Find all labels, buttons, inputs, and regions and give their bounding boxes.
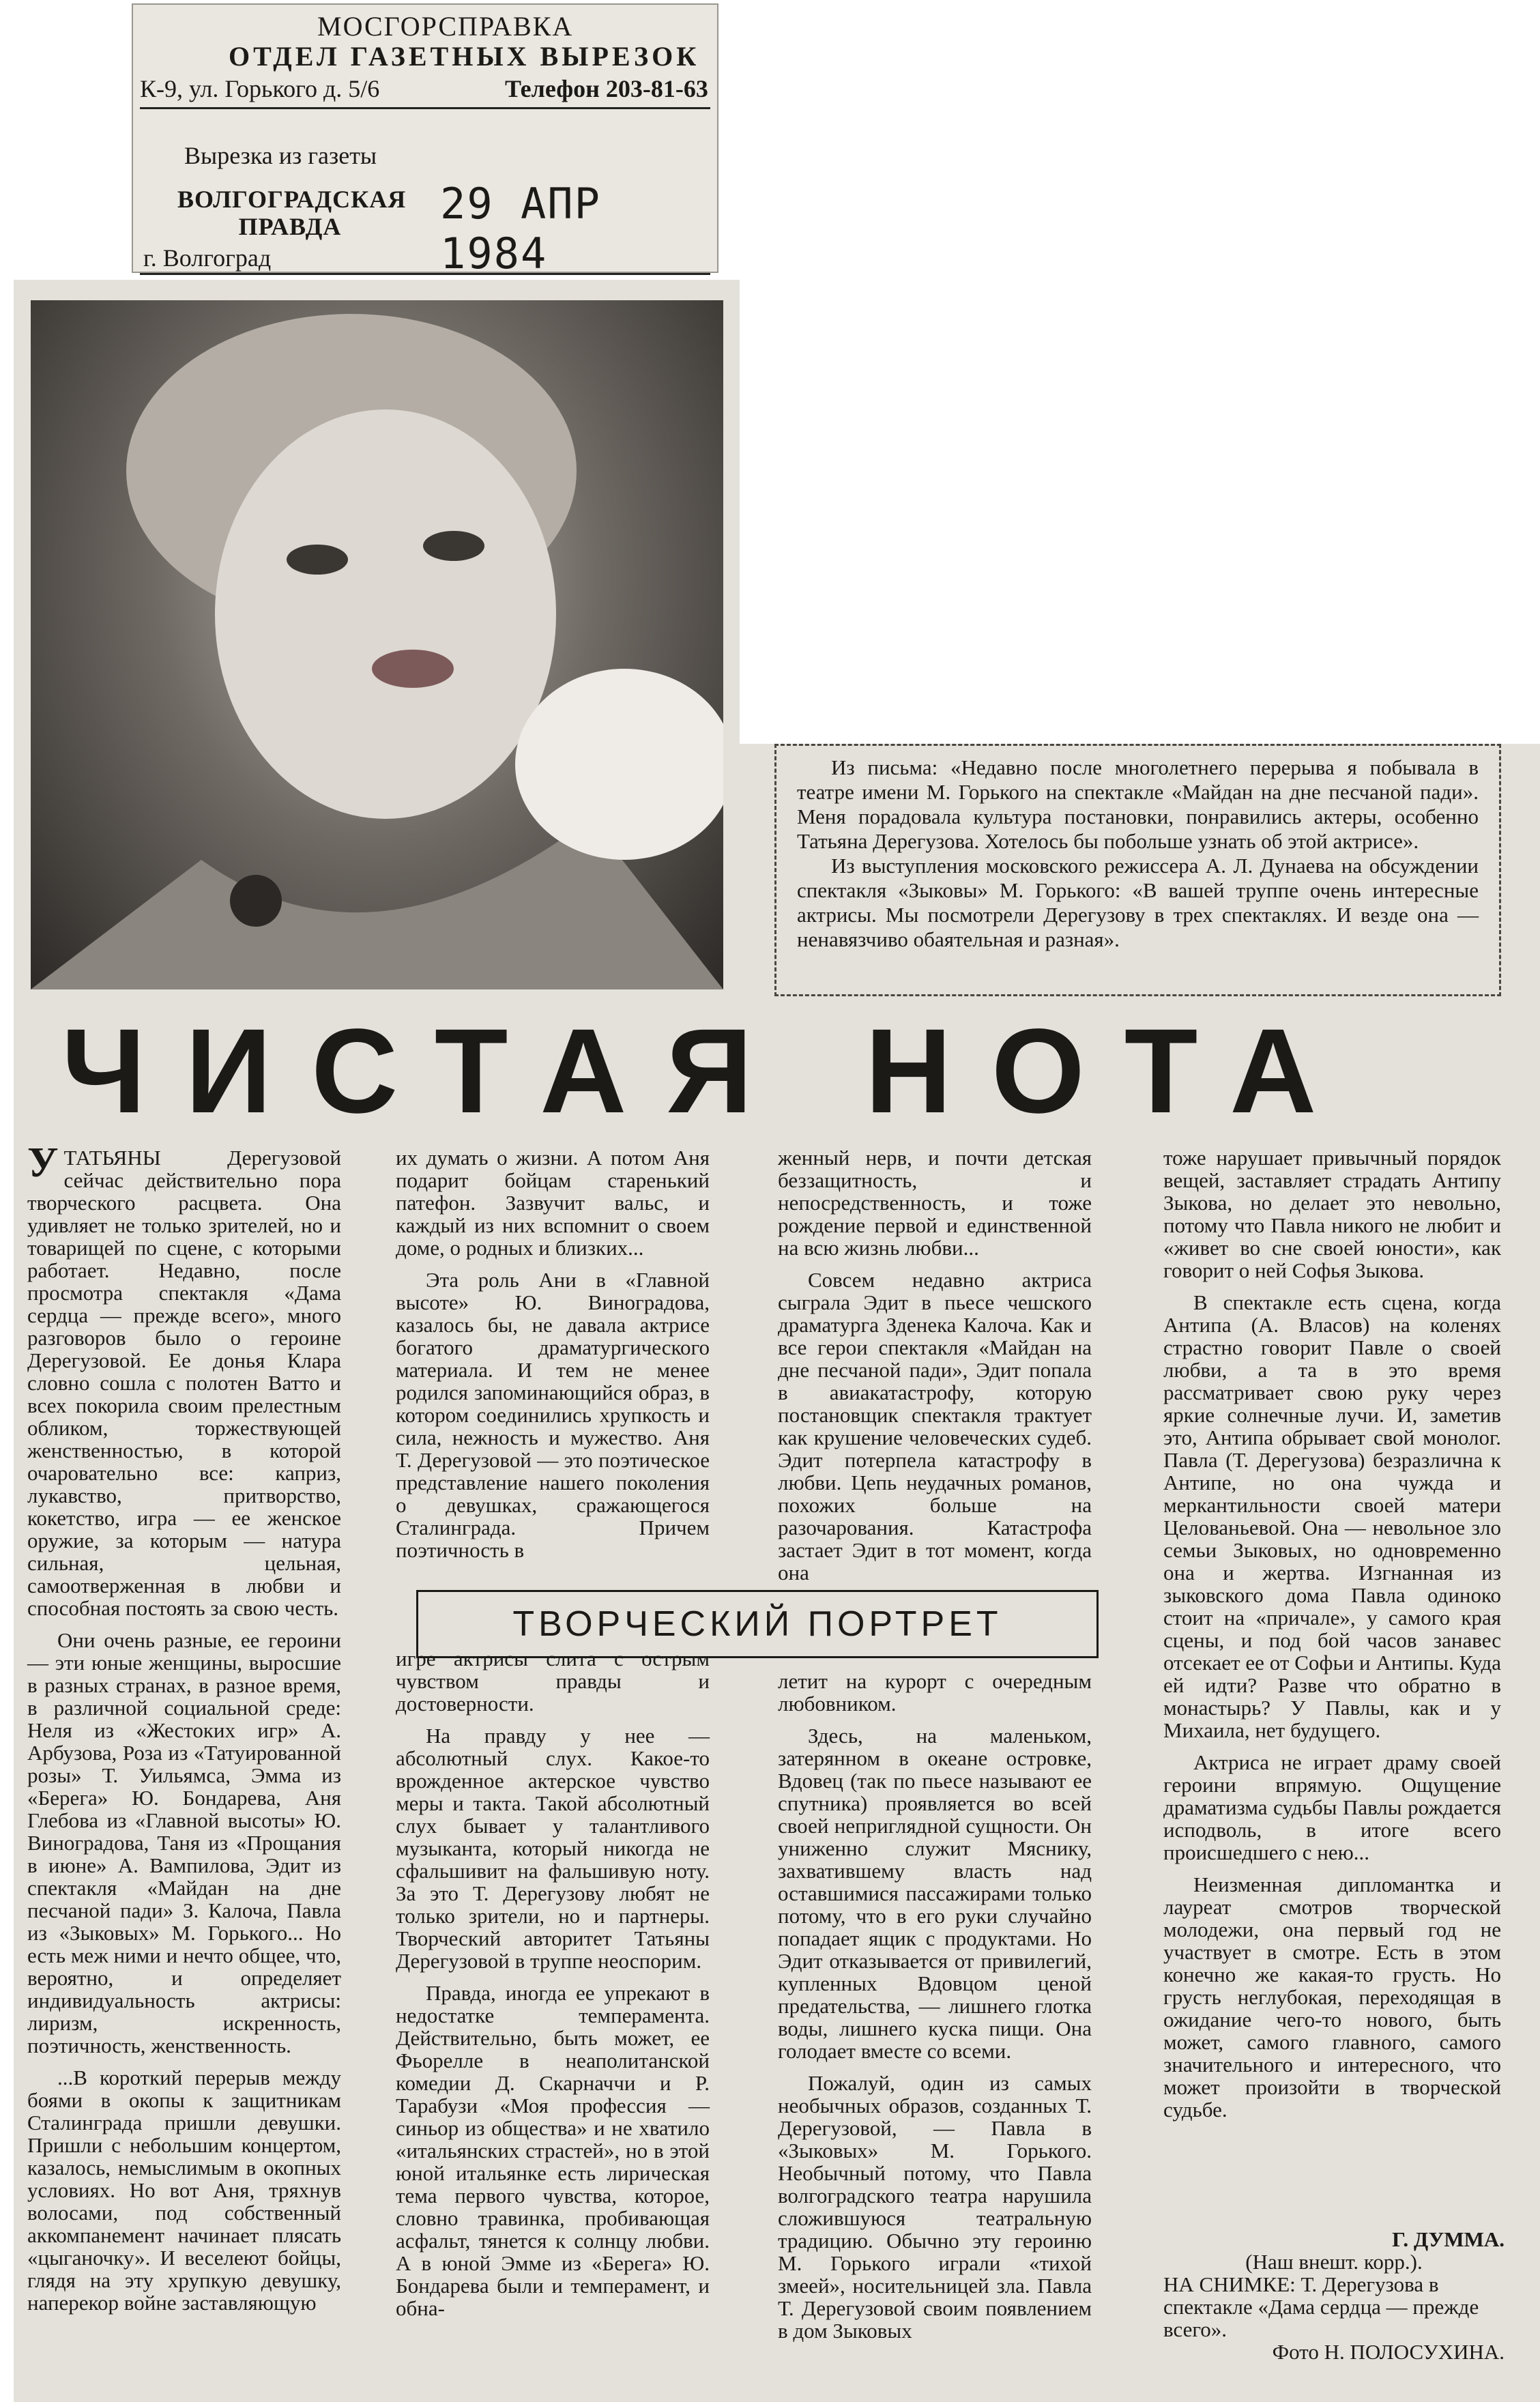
article-column-1 (27, 1140, 341, 2324)
portrait-illustration (31, 300, 723, 989)
director-quote: Из выступления московского режиссера А. Л. Дунаева на обсуждении спектакля «Зыковы» М. Горького: «В вашей труппе очень интересные актрисы. Мы посмотрели Дерегузову в трех спектаклях. И везде она — ненавязчиво обаятельная и разная». (797, 854, 1479, 951)
label-divider-bottom (140, 273, 710, 275)
reader-quotes-box (774, 744, 1501, 996)
agency-phone: Телефон 203-81-63 (505, 75, 708, 102)
article-paragraph: Пожалуй, один из самых необычных образов, созданных Т. Дерегузовой, — Павла в «Зыковых» М. Горького. Необычный потому, что Павла волгоградского театра нарушила сложившуюся театральную традицию. Обычно эту героиню М. Горького играли «тихой змеей», носительницей зла. Павла Т. Дерегузовой своим появлением в дом Зыковых (778, 2071, 1092, 2343)
article-paragraph: женный нерв, и почти детская беззащитность, и непосредственность, и тоже рождение первой и единственной на всю жизнь любви... (778, 1146, 1092, 1260)
article-paragraph-text: ТАТЬЯНЫ Дерегузовой сейчас действительно пора творческого расцвета. Она удивляет не только зрителей, но и товарищей по сцене, с которыми работает. Недавно, после просмотра спектакля «Дама сердца — прежде всего», много разговоров было о героине Дерегузовой. Ее донья Клара словно сошла с полотен Ватто и всех покорила своим прелестным обликом, торжествующей женственностью, в которой очаровательно все: каприз, лукавство, притворство, кокетство, игра — ее женское оружие, за которым — натура сильная, цельная, самоотверженная в любви и способная постоять за свою честь. (27, 1146, 341, 1620)
article-paragraph: игре актрисы слита с острым чувством правды и достоверности. (396, 1647, 710, 1716)
article-paragraph: Здесь, на маленьком, затерянном в океане островке, Вдовец (так по пьесе называют ее спутника) проявляется во всей своей неприглядной сущности. Он униженно служит Мяснику, захватившему власть над оставшимися пассажирами только потому, что в его руки случайно попадает ящик с продуктами. Но Эдит отказывается от привилегий, купленных Вдовцом ценой предательства, — лишнего глотка воды, лишнего куска пищи. Она голодает вместе со всеми. (778, 1724, 1092, 2063)
agency-address: К-9, ул. Горького д. 5/6 (140, 75, 380, 102)
author-role: (Наш внешт. корр.). (1245, 2250, 1423, 2274)
article-column-3 (778, 1146, 1092, 2352)
department-name: ОТДЕЛ ГАЗЕТНЫХ ВЫРЕЗОК (229, 41, 700, 72)
article-paragraph: Эта роль Ани в «Главной высоте» Ю. Виноградова, казалось бы, не давала актрисе богатого драматургического материала. И тем не менее родился запоминающийся образ, в котором соединились хрупкость и сила, нежность и мужество. Аня Т. Дерегузовой — это поэтическое представление нашего поколения о девушках, сражающегося Сталинграда. Причем поэтичность в (396, 1268, 710, 1562)
author-name: Г. ДУММА. (1392, 2227, 1505, 2251)
section-rubric: ТВОРЧЕСКИЙ ПОРТРЕТ (416, 1590, 1099, 1658)
article-paragraph: Неизменная дипломантка и лауреат смотров творческой молодежи, она первый год не участвует в смотре. Есть в этом конечно же какая-то грусть. Но грусть неглубокая, переходящая в ожидание чего-то нового, быть может, самого главного, самого значительного и интересного, что может произойти в творческой судьбе. (1163, 1872, 1501, 2122)
article-paragraph: летит на курорт с очередным любовником. (778, 1669, 1092, 1716)
photo-credit: Фото Н. ПОЛОСУХИНА. (1272, 2340, 1505, 2364)
clipping-service-label (132, 3, 718, 278)
article-paragraph: Совсем недавно актриса сыграла Эдит в пьесе чешского драматурга Зденека Калоча. Как и все герои спектакля «Майдан на дне песчаной пади», Эдит попала в авиакатастрофу, которую постановщик спектакля трактует как крушение человеческих судеб. Эдит потерпела катастрофу в любви. Цепь неудачных романов, похожих больше на разочарования. Катастрофа застает Эдит в тот момент, когда она (778, 1268, 1092, 1585)
article-paragraph: На правду у нее — абсолютный слух. Какое-то врожденное актерское чувство меры и такта. Такой абсолютный слух бывает у талантливого музыканта, который никогда не сфальшивит на фальшивую ноту. За это Т. Дерегузову любят не только зрители, но и партнеры. Творческий авторитет Татьяны Дерегузовой в труппе неоспорим. (396, 1724, 710, 1973)
article-headline: ЧИСТАЯ НОТА (61, 1004, 1356, 1138)
article-paragraph (27, 1140, 341, 1620)
date-stamp: 29 АПР 1984 (440, 179, 601, 278)
article-paragraph: Правда, иногда ее упрекают в недостатке темперамента. Действительно, быть может, ее Фьорелле в неаполитанской комедии Д. Скарначчи и Р. Тарабузи «Моя профессия — синьор из общества» и не хватило «итальянских страстей», но в этой юной итальянке есть лирическая тема первого чувства, которое, словно травинка, пробивающая асфальт, тянется к солнцу любви. А в юной Эмме из «Берега» Ю. Бондарева были и темперамент, и обна- (396, 1981, 710, 2320)
article-column-2 (396, 1146, 710, 2329)
article-paragraph: Актриса не играет драму своей героини впрямую. Ощущение драматизма судьбы Павлы рождается исподволь, в итоге всего происшедшего с нею... (1163, 1750, 1501, 1864)
article-paragraph: В спектакле есть сцена, когда Антипа (А. Власов) на коленях страстно говорит Павле о своей любви, а та в это время рассматривает свою руку через яркие солнечные лучи. И, заметив это, Антипа обрывает свой монолог. Павла (Т. Дерегузова) безразлична к Антипе, но она чужда и меркантильности своей матери Целованьевой. Она — невольное зло семьи Зыковых, но одновременно она и жертва. Изгнанная из зыковского дома Павла одиноко стоит на «причале», у самого края сцены, и под бой часов занавес отсекает ее от Софьи и Антипы. Куда ей идти? Разве что обратно в монастырь? У Павлы, как и у Михаила, нет будущего. (1163, 1290, 1501, 1742)
label-divider (140, 107, 710, 109)
newspaper-city: г. Волгоград (143, 244, 272, 272)
newspaper-name (177, 186, 407, 240)
photo-caption: НА СНИМКЕ: Т. Дерегузова в спектакле «Дама сердца — прежде всего». (1163, 2272, 1479, 2341)
actress-photo (31, 300, 723, 989)
drop-cap: У (27, 1140, 59, 1186)
article-signature (1163, 2228, 1505, 2363)
article-paragraph: их думать о жизни. А потом Аня подарит бойцам старенький патефон. Зазвучит вальс, и каждый из них вспомнит о своем доме, о родных и близких... (396, 1146, 710, 1260)
agency-name: МОСГОРСПРАВКА (317, 11, 574, 42)
letter-quote: Из письма: «Недавно после многолетнего перерыва я побывала в театре имени М. Горького на спектакле «Майдан на дне песчаной пади». Меня порадовала культура постановки, понравились актеры, особенно Татьяна Дерегузова. Хотелось бы побольше узнать об этой актрисе». (797, 755, 1479, 853)
clip-from-caption: Вырезка из газеты (184, 142, 377, 169)
article-paragraph: тоже нарушает привычный порядок вещей, заставляет страдать Антипу Зыкова, но делает это невольно, потому что Павла никого не любит и «живет во сне своей юности», как говорит о ней Софья Зыкова. (1163, 1146, 1501, 1282)
article-paragraph: ...В короткий перерыв между боями в окопы к защитникам Сталинграда пришли девушки. Пришли с небольшим концертом, казалось, немыслимым в окопных условиях. Но вот Аня, тряхнув волосами, под собственный аккомпанемент начинает плясать «цыганочку». И веселеют бойцы, глядя на эту хрупкую девушку, наперекор войне заставляющую (27, 2066, 341, 2315)
article-paragraph: Они очень разные, ее героини — эти юные женщины, выросшие в разных странах, в разное время, в различной социальной среде: Неля из «Жестоких игр» А. Арбузова, Роза из «Татуированной розы» Т. Уильямса, Эмма из «Берега» Ю. Бондарева, Аня Глебова из «Главной высоты» Ю. Виноградова, Таня из «Прощания в июне» А. Вампилова, Эдит из спектакля «Майдан на дне песчаной пади» З. Калоча, Павла из «Зыковых» М. Горького... Но есть меж ними и нечто общее, что, вероятно, и определяет индивидуальность актрисы: лиризм, искренность, поэтичность, женственность. (27, 1628, 341, 2057)
newspaper-name-text: ВОЛГОГРАДСКАЯ ПРАВДА (177, 186, 407, 240)
article-column-4 (1163, 1146, 1501, 2130)
